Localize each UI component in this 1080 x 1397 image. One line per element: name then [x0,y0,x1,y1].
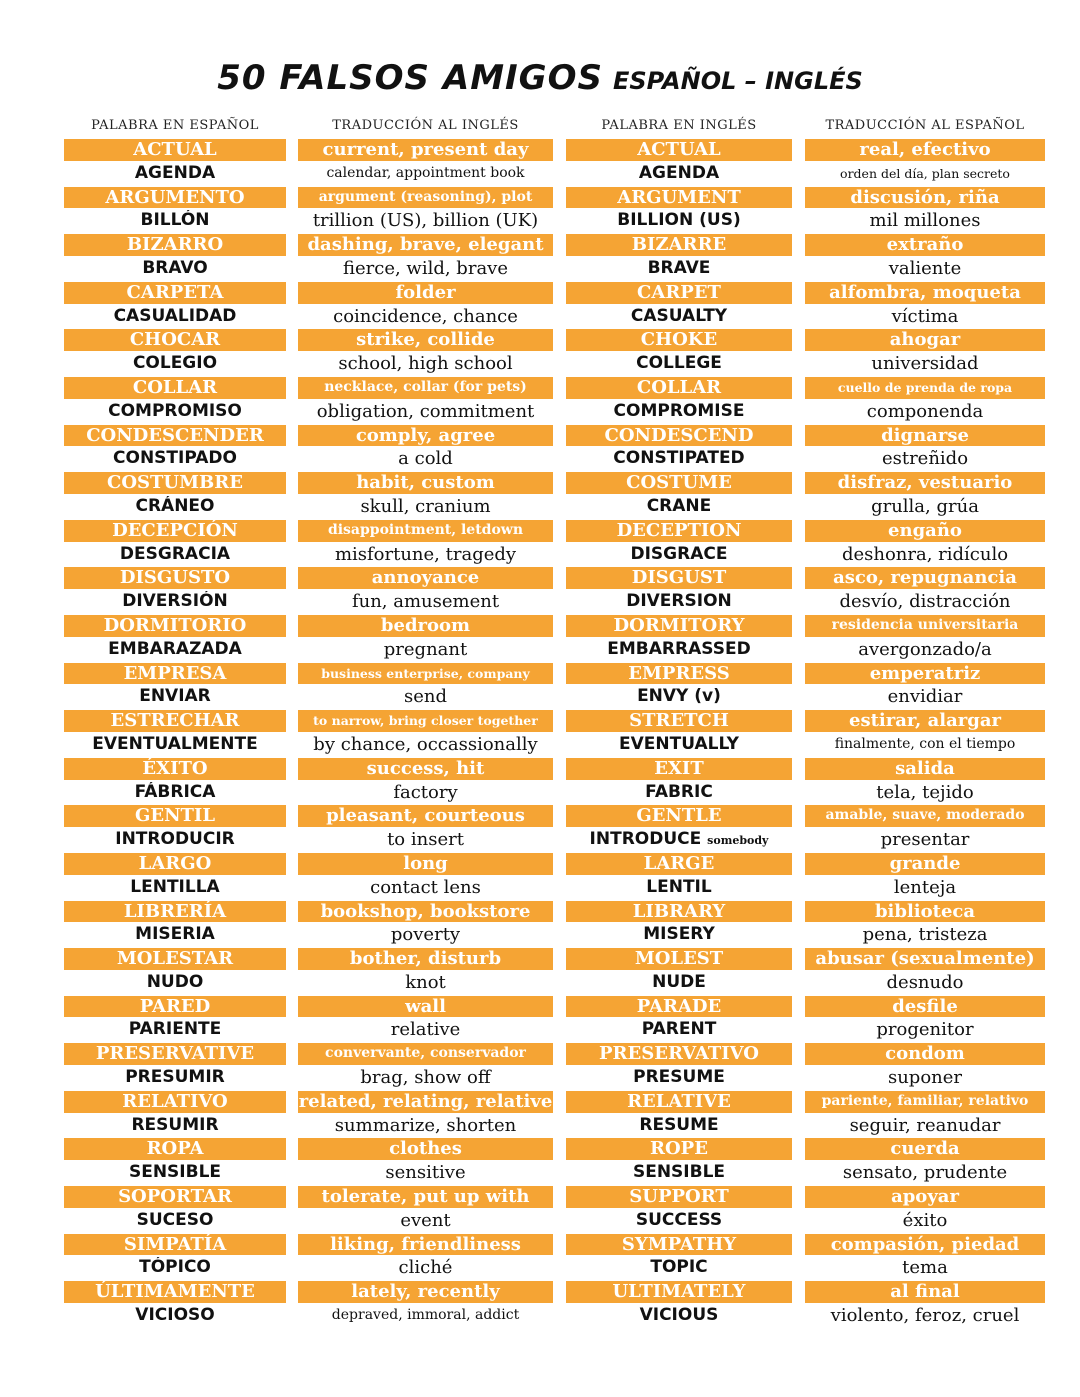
spanish-word-cell: BIZARRO [64,234,286,256]
spanish-translation-cell: compasión, piedad [805,1234,1045,1256]
spanish-translation-cell: desvío, distracción [839,591,1011,613]
english-word-cell: CONSTIPATED [613,448,745,469]
spanish-word-cell: PARIENTE [128,1019,222,1040]
spanish-word-cell: COMPROMISO [108,400,242,421]
english-word-cell: LARGE [566,853,792,875]
spanish-word-cell: MOLESTAR [64,948,286,970]
english-translation-cell: misfortune, tragedy [334,543,517,565]
table-row [0,281,1080,305]
english-translation-cell: a cold [398,448,453,470]
english-translation-cell: knot [405,971,446,993]
english-word-cell: RELATIVE [566,1091,792,1113]
spanish-word-cell: CONSTIPADO [113,448,237,469]
english-translation-cell: poverty [390,924,461,946]
english-translation-cell: folder [298,282,553,304]
spanish-word-cell: RESUMIR [131,1114,219,1135]
english-translation-cell: send [403,686,447,708]
english-translation-cell: brag, show off [360,1067,491,1089]
table-row [0,638,1080,662]
table-row [0,328,1080,352]
spanish-translation-cell: orden del día, plan secreto [840,165,1010,181]
table-row [0,233,1080,257]
english-word-cell: DISGRACE [630,543,728,564]
english-word-cell: CASUALTY [630,305,728,326]
spanish-translation-cell: grulla, grúa [871,495,979,517]
spanish-word-cell: ARGUMENTO [64,187,286,209]
spanish-word-cell: COLLAR [64,377,286,399]
spanish-word-cell: PRESERVATIVE [64,1043,286,1065]
english-translation-cell: to narrow, bring closer together [298,710,553,732]
spanish-word-cell: CONDESCENDER [64,425,286,447]
spanish-translation-cell: desnudo [886,971,964,993]
english-word-cell: DORMITORY [566,615,792,637]
english-word-cell: COLLAR [566,377,792,399]
spanish-word-cell: ÚLTIMAMENTE [64,1281,286,1303]
spanish-word-cell: SIMPATÍA [64,1234,286,1256]
spanish-word-cell: LENTILLA [130,876,220,897]
table-row [0,781,1080,805]
spanish-translation-cell: al final [805,1281,1045,1303]
spanish-word-cell: ACTUAL [64,139,286,161]
page-title [0,58,1080,98]
spanish-translation-cell: apoyar [805,1186,1045,1208]
spanish-word-cell: EMBARAZADA [108,638,242,659]
spanish-translation-cell: éxito [902,1209,948,1231]
english-translation-cell: annoyance [298,567,553,589]
english-word-cell: SENSIBLE [632,1162,726,1183]
table-row [0,305,1080,329]
table-row [0,543,1080,567]
spanish-translation-cell: pariente, familiar, relativo [805,1091,1045,1113]
english-word-cell: LIBRARY [566,901,792,923]
spanish-word-cell: CARPETA [64,282,286,304]
english-translation-cell: dashing, brave, elegant [298,234,553,256]
english-translation-cell: comply, agree [298,425,553,447]
english-translation-cell: wall [298,996,553,1018]
english-translation-cell: factory [393,781,458,803]
english-translation-cell: bother, disturb [298,948,553,970]
spanish-translation-cell: suponer [887,1067,963,1089]
english-translation-cell: necklace, collar (for pets) [298,377,553,399]
table-row [0,709,1080,733]
english-word-cell: TOPIC [650,1257,708,1278]
spanish-word-cell: BRAVO [142,257,208,278]
english-word-cell: MOLEST [566,948,792,970]
english-translation-cell: relative [390,1019,461,1041]
spanish-translation-cell: avergonzado/a [858,638,992,660]
table-row [0,1256,1080,1280]
english-word-cell: ULTIMATELY [566,1281,792,1303]
english-word-cell: NUDE [652,971,706,992]
spanish-translation-cell: asco, repugnancia [805,567,1045,589]
english-word-cell: COMPROMISE [613,400,745,421]
table-row [0,662,1080,686]
english-word-cell: CRANE [646,495,712,516]
spanish-word-cell: EMPRESA [64,663,286,685]
table-row [0,614,1080,638]
english-word-cell: ROPE [566,1138,792,1160]
spanish-translation-cell: disfraz, vestuario [805,472,1045,494]
english-translation-cell: to insert [387,829,464,851]
table-row [0,566,1080,590]
spanish-translation-cell: dignarse [805,425,1045,447]
english-word-cell: EMBARRASSED [607,638,751,659]
spanish-word-cell: NUDO [146,971,204,992]
title-main: 50 FALSOS AMIGOS [217,58,603,98]
english-translation-cell: tolerate, put up with [298,1186,553,1208]
english-word-cell: DISGUST [566,567,792,589]
spanish-word-cell: TÓPICO [139,1257,211,1278]
table-row [0,186,1080,210]
spanish-translation-cell: cuello de prenda de ropa [805,377,1045,399]
english-translation-cell: depraved, immoral, addict [331,1307,520,1324]
spanish-translation-cell: componenda [866,400,984,422]
spanish-word-cell: INTRODUCIR [115,829,235,850]
spanish-translation-cell: estirar, alargar [805,710,1045,732]
spanish-translation-cell: salida [805,758,1045,780]
spanish-translation-cell: valiente [888,257,962,279]
english-word-cell: ACTUAL [566,139,792,161]
spanish-translation-cell: biblioteca [805,901,1045,923]
table-row [0,1304,1080,1328]
english-word-cell: EMPRESS [566,663,792,685]
table-row [0,1114,1080,1138]
spanish-translation-cell: tema [902,1257,948,1279]
english-translation-cell: related, relating, relative [298,1090,553,1112]
spanish-word-cell: AGENDA [134,162,216,183]
english-translation-cell: convervante, conservador [298,1043,553,1065]
spanish-translation-cell: víctima [891,305,959,327]
spanish-word-cell: SUCESO [136,1209,214,1230]
english-translation-cell: event [400,1209,451,1231]
spanish-word-cell: DISGUSTO [64,567,286,589]
header-spanish-word: PALABRA EN ESPAÑOL [91,118,259,133]
english-translation-cell: skull, cranium [360,495,491,517]
english-word-cell: SUCCESS [635,1209,723,1230]
english-translation-cell: summarize, shorten [334,1114,517,1136]
spanish-word-cell: COSTUMBRE [64,472,286,494]
english-translation-cell: bookshop, bookstore [298,901,553,923]
english-translation-cell: pregnant [383,638,468,660]
table-row [0,757,1080,781]
spanish-word-cell: GENTIL [64,805,286,827]
english-translation-cell: disappointment, letdown [298,520,553,542]
spanish-word-cell: SENSIBLE [128,1162,222,1183]
table-row [0,1066,1080,1090]
spanish-translation-cell: real, efectivo [805,139,1045,161]
table-row [0,400,1080,424]
english-word-cell: CONDESCEND [566,425,792,447]
english-translation-cell: coincidence, chance [333,305,518,327]
english-translation-cell: cliché [398,1257,453,1279]
english-translation-cell: success, hit [298,758,553,780]
table-row [0,495,1080,519]
english-word-cell: SUPPORT [566,1186,792,1208]
english-word-text: INTRODUCE [589,829,702,850]
column-headers [0,118,1080,136]
spanish-word-cell: FÁBRICA [134,781,216,802]
table-row [0,376,1080,400]
table-row [0,804,1080,828]
english-word-cell: GENTLE [566,805,792,827]
english-word-cell: COLLEGE [636,353,722,374]
spanish-word-cell: LARGO [64,853,286,875]
english-word-cell: PRESUME [633,1067,725,1088]
english-word-cell: DIVERSION [626,591,732,612]
english-word-cell: VICIOUS [639,1305,719,1326]
english-word-cell: PARADE [566,996,792,1018]
spanish-translation-cell: condom [805,1043,1045,1065]
usage-note: somebody [707,834,769,848]
english-translation-cell: pleasant, courteous [298,805,553,827]
spanish-translation-cell: grande [805,853,1045,875]
spanish-word-cell: BILLÓN [140,210,210,231]
spanish-word-cell: PRESUMIR [125,1067,225,1088]
header-english-translation: TRADUCCIÓN AL INGLÉS [332,118,519,133]
spanish-word-cell: DECEPCIÓN [64,520,286,542]
table-row [0,1209,1080,1233]
english-translation-cell: long [298,853,553,875]
english-translation-cell: calendar, appointment book [326,164,525,181]
spanish-translation-cell: envidiar [887,686,963,708]
table-row [0,162,1080,186]
table-row [0,995,1080,1019]
english-word-cell: MISERY [643,924,715,945]
spanish-word-cell: ROPA [64,1138,286,1160]
table-row [0,685,1080,709]
spanish-translation-cell: universidad [871,353,979,375]
spanish-translation-cell: mil millones [869,210,981,232]
english-word-cell: EXIT [566,758,792,780]
header-english-word: PALABRA EN INGLÉS [601,118,757,133]
spanish-translation-cell: emperatriz [805,663,1045,685]
english-translation-cell: strike, collide [298,329,553,351]
english-translation-cell: by chance, occassionally [313,733,538,755]
spanish-word-cell: LIBRERÍA [64,901,286,923]
english-word-cell: RESUME [639,1114,719,1135]
spanish-translation-cell: amable, suave, moderado [805,805,1045,827]
english-translation-cell: business enterprise, company [298,663,553,685]
table-row [0,828,1080,852]
title-subtitle: ESPAÑOL – INGLÉS [612,67,863,95]
english-translation-cell: habit, custom [298,472,553,494]
english-translation-cell: fun, amusement [351,591,500,613]
spanish-word-cell: RELATIVO [64,1091,286,1113]
english-translation-cell: liking, friendliness [298,1234,553,1256]
english-translation-cell: trillion (US), billion (UK) [312,210,539,232]
spanish-translation-cell: engaño [805,520,1045,542]
spanish-word-cell: ESTRECHAR [64,710,286,732]
english-word-cell: AGENDA [638,162,720,183]
spanish-word-cell: CHOCAR [64,329,286,351]
table-row [0,352,1080,376]
table-row [0,1090,1080,1114]
spanish-translation-cell: cuerda [805,1138,1045,1160]
spanish-translation-cell: lenteja [893,876,957,898]
english-word-cell: BIZARRE [566,234,792,256]
spanish-translation-cell: finalmente, con el tiempo [834,735,1016,752]
spanish-word-cell: CRÁNEO [135,495,215,516]
english-word-cell: STRETCH [566,710,792,732]
english-word-cell: PARENT [641,1019,717,1040]
english-word-cell: CHOKE [566,329,792,351]
table-row [0,947,1080,971]
spanish-word-cell: EVENTUALMENTE [92,733,258,754]
table-row [0,447,1080,471]
spanish-translation-cell: progenitor [876,1019,974,1041]
english-translation-cell: fierce, wild, brave [342,257,508,279]
table-row [0,971,1080,995]
table-row [0,852,1080,876]
english-word-cell: BILLION (US) [617,210,741,231]
spanish-translation-cell: desfile [805,996,1045,1018]
english-translation-cell: clothes [298,1138,553,1160]
spanish-word-cell: ÉXITO [64,758,286,780]
english-word-cell: ARGUMENT [566,187,792,209]
table-row [0,138,1080,162]
spanish-word-cell: DESGRACIA [119,543,231,564]
table-row [0,257,1080,281]
english-word-cell: SYMPATHY [566,1234,792,1256]
english-word-cell: BRAVE [647,257,711,278]
english-word-cell: CARPET [566,282,792,304]
table-row [0,876,1080,900]
english-word-cell [566,829,792,851]
spanish-word-cell: DORMITORIO [64,615,286,637]
table-row [0,471,1080,495]
spanish-word-cell: CASUALIDAD [113,305,237,326]
table-row [0,1280,1080,1304]
spanish-translation-cell: pena, tristeza [862,924,988,946]
english-translation-cell: school, high school [338,353,513,375]
table-row [0,424,1080,448]
table-row [0,1233,1080,1257]
spanish-translation-cell: estreñido [881,448,969,470]
english-translation-cell: lately, recently [298,1281,553,1303]
spanish-word-cell: COLEGIO [132,353,218,374]
false-friends-table [0,138,1080,1328]
table-row [0,900,1080,924]
english-word-cell: FABRIC [645,781,713,802]
spanish-word-cell: DIVERSIÓN [122,591,228,612]
table-row [0,1137,1080,1161]
english-translation-cell: bedroom [298,615,553,637]
english-word-cell: ENVY (v) [637,686,721,707]
table-row [0,1161,1080,1185]
english-translation-cell: contact lens [370,876,481,898]
spanish-translation-cell: discusión, riña [805,187,1045,209]
spanish-word-cell: PARED [64,996,286,1018]
table-row [0,923,1080,947]
header-spanish-translation: TRADUCCIÓN AL ESPAÑOL [825,118,1025,133]
spanish-translation-cell: sensato, prudente [842,1162,1008,1184]
english-translation-cell: sensitive [385,1162,466,1184]
spanish-translation-cell: alfombra, moqueta [805,282,1045,304]
spanish-translation-cell: abusar (sexualmente) [805,948,1045,970]
spanish-translation-cell: violento, feroz, cruel [830,1305,1020,1327]
english-word-cell: PRESERVATIVO [566,1043,792,1065]
spanish-word-cell: VICIOSO [135,1305,215,1326]
english-word-cell: EVENTUALLY [619,733,739,754]
table-row [0,519,1080,543]
spanish-translation-cell: tela, tejido [876,781,974,803]
english-translation-cell: current, present day [298,139,553,161]
english-word-cell: DECEPTION [566,520,792,542]
english-translation-cell: obligation, commitment [316,400,535,422]
table-row [0,1185,1080,1209]
english-word-cell: LENTIL [646,876,712,897]
table-row [0,1018,1080,1042]
table-row [0,1042,1080,1066]
table-row [0,590,1080,614]
english-word-cell: COSTUME [566,472,792,494]
spanish-translation-cell: residencia universitaria [805,615,1045,637]
english-translation-cell: argument (reasoning), plot [298,187,553,209]
spanish-word-cell: ENVIAR [139,686,211,707]
spanish-translation-cell: deshonra, ridículo [841,543,1009,565]
table-row [0,733,1080,757]
spanish-word-cell: SOPORTAR [64,1186,286,1208]
spanish-word-cell: MISERIA [135,924,215,945]
spanish-translation-cell: extraño [805,234,1045,256]
spanish-translation-cell: ahogar [805,329,1045,351]
table-row [0,209,1080,233]
spanish-translation-cell: presentar [880,829,970,851]
spanish-translation-cell: seguir, reanudar [849,1114,1001,1136]
